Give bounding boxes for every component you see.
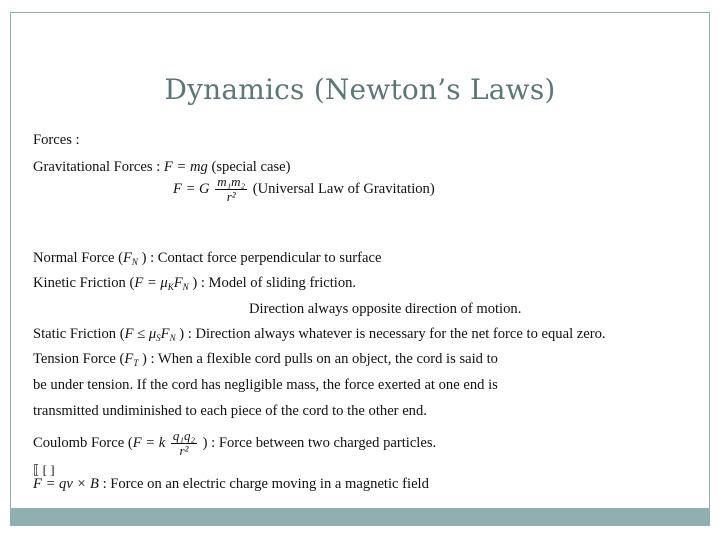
coulomb-label: Coulomb Force ( bbox=[33, 434, 133, 451]
normal-label: Normal Force ( bbox=[33, 250, 123, 266]
universal-gravitation-line bbox=[173, 175, 435, 204]
grav-note: (special case) bbox=[211, 159, 291, 175]
normal-subscript: N bbox=[131, 257, 138, 267]
bracket-glyphs: ⟦ [ ] bbox=[33, 462, 55, 477]
kinetic-equation-f: F bbox=[173, 275, 183, 291]
forces-heading: Forces : bbox=[33, 132, 80, 148]
kinetic-friction-line bbox=[33, 274, 356, 296]
tension-force-line bbox=[33, 350, 498, 372]
normal-symbol: F bbox=[122, 250, 132, 266]
coulomb-equation: F = k bbox=[132, 434, 166, 451]
static-description: ) : Direction always whatever is necessary for the net force to equal zero. bbox=[179, 326, 606, 342]
coulomb-denominator: r² bbox=[179, 443, 189, 458]
static-friction-line bbox=[33, 325, 606, 347]
normal-description: ) : Contact force perpendicular to surface bbox=[141, 250, 382, 266]
lorentz-force-line bbox=[33, 475, 429, 493]
tension-line-3: transmitted undiminished to each piece of the cord to the other end. bbox=[33, 403, 427, 419]
static-label: Static Friction ( bbox=[33, 326, 125, 342]
ulg-note: (Universal Law of Gravitation) bbox=[252, 180, 435, 197]
lorentz-equation: F = qv × B bbox=[33, 476, 99, 492]
tension-subscript: T bbox=[133, 358, 139, 368]
lorentz-description: : Force on an electric charge moving in a magnetic field bbox=[102, 476, 429, 492]
static-subscript-n: N bbox=[169, 333, 176, 343]
tension-symbol: F bbox=[124, 351, 134, 367]
page-title: Dynamics (Newton’s Laws) bbox=[164, 73, 556, 106]
coulomb-numerator: q₁q₂ bbox=[172, 428, 195, 443]
kinetic-direction-line: Direction always opposite direction of motion. bbox=[249, 301, 522, 317]
tension-line-2: be under tension. If the cord has negligible mass, the force exerted at one end is bbox=[33, 377, 498, 393]
static-equation-f: F bbox=[160, 326, 170, 342]
slide bbox=[10, 12, 710, 526]
normal-force-line bbox=[33, 249, 381, 271]
kinetic-equation: F = μ bbox=[134, 275, 168, 291]
kinetic-subscript-n: N bbox=[182, 282, 189, 292]
static-subscript-s: S bbox=[156, 333, 161, 343]
slide-footer-bar bbox=[11, 508, 709, 525]
tension-label: Tension Force ( bbox=[33, 351, 125, 367]
ulg-fraction bbox=[215, 175, 247, 204]
ulg-lhs: F = G bbox=[173, 180, 210, 197]
static-equation: F ≤ μ bbox=[124, 326, 157, 342]
coulomb-force-line bbox=[33, 429, 436, 458]
ulg-numerator: m₁m₂ bbox=[217, 174, 246, 189]
ulg-denominator: r² bbox=[226, 189, 236, 204]
tension-description: ) : When a flexible cord pulls on an object, the cord is said to bbox=[141, 351, 498, 367]
grav-equation: F = mg bbox=[163, 159, 208, 175]
coulomb-description: ) : Force between two charged particles. bbox=[202, 434, 437, 451]
gravitational-force-line bbox=[33, 158, 290, 176]
grav-label: Gravitational Forces : bbox=[33, 159, 161, 175]
kinetic-description: ) : Model of sliding friction. bbox=[192, 275, 357, 291]
kinetic-label: Kinetic Friction ( bbox=[33, 275, 135, 291]
coulomb-fraction bbox=[171, 429, 197, 458]
kinetic-subscript-k: K bbox=[167, 282, 174, 292]
